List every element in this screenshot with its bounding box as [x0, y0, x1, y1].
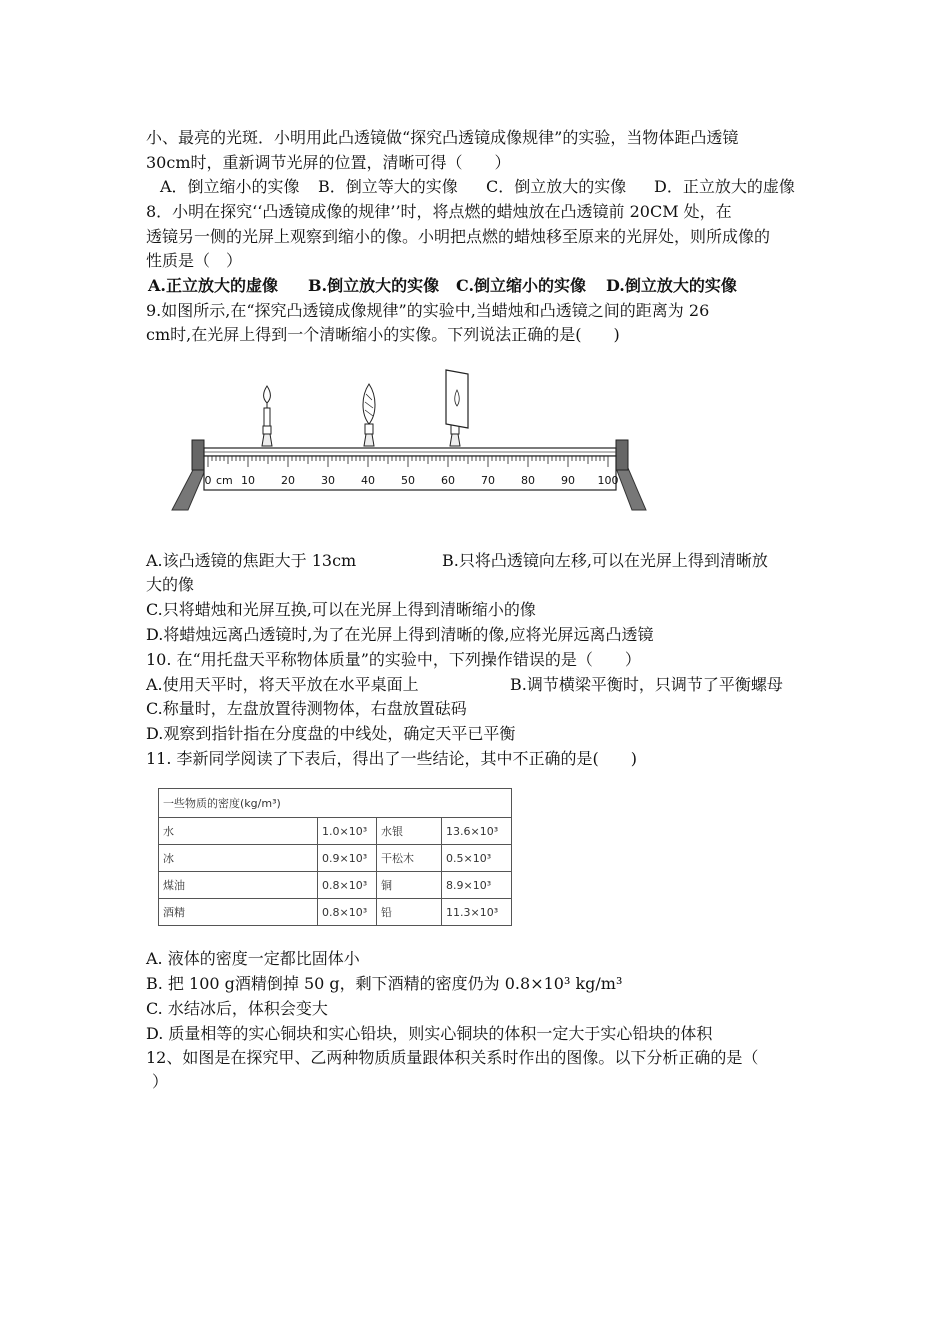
q12-stem-line2: ）: [152, 1072, 169, 1091]
scale-label: 60: [441, 474, 455, 487]
density-table: [158, 788, 512, 926]
q10-option-b: B.调节横梁平衡时，只调节了平衡螺母: [510, 675, 783, 694]
bench-left-leg: [172, 468, 206, 510]
table-cell: 干松木: [377, 845, 442, 872]
q11-option-c: C. 水结冰后，体积会变大: [146, 999, 328, 1018]
table-row: [159, 818, 512, 845]
table-cell: 8.9×10³: [442, 872, 512, 899]
bench-right-end: [616, 440, 628, 470]
q9-option-b: B.只将凸透镜向左移,可以在光屏上得到清晰放: [442, 551, 768, 570]
q11-option-d: D. 质量相等的实心铜块和实心铅块，则实心铜块的体积一定大于实心铅块的体积: [146, 1024, 713, 1043]
scale-label: cm: [216, 474, 233, 487]
q9-option-c: C.只将蜡烛和光屏互换,可以在光屏上得到清晰缩小的像: [146, 600, 536, 619]
scale-label: 50: [401, 474, 415, 487]
table-cell: 酒精: [159, 899, 318, 926]
q7-stem-line1: 小、最亮的光斑．小明用此凸透镜做“探究凸透镜成像规律”的实验，当物体距凸透镜: [146, 128, 739, 147]
q11-option-a: A. 液体的密度一定都比固体小: [146, 949, 360, 968]
table-row: [159, 845, 512, 872]
scale-label: 40: [361, 474, 375, 487]
q7-stem-line2: 30cm时，重新调节光屏的位置，清晰可得（ ）: [146, 153, 511, 172]
q9-option-d: D.将蜡烛远离凸透镜时,为了在光屏上得到清晰的像,应将光屏远离凸透镜: [146, 625, 654, 644]
bench-left-end: [192, 440, 204, 470]
table-row: [159, 872, 512, 899]
q7-option-c: C．倒立放大的实像: [486, 177, 627, 196]
q8-stem-line3: 性质是（ ）: [146, 251, 243, 270]
q12-stem-line1: 12、如图是在探究甲、乙两种物质质量跟体积关系时作出的图像。以下分析正确的是（: [146, 1048, 759, 1067]
table-cell: 铅: [377, 899, 442, 926]
q11-stem: 11. 李新同学阅读了下表后，得出了一些结论，其中不正确的是( ): [146, 749, 638, 768]
scale-label: 90: [561, 474, 575, 487]
table-row: [159, 899, 512, 926]
q9-stem-line1: 9.如图所示,在“探究凸透镜成像规律”的实验中,当蜡烛和凸透镜之间的距离为 26: [146, 301, 710, 320]
q10-option-d: D.观察到指针指在分度盘的中线处，确定天平已平衡: [146, 724, 516, 743]
table-cell: 13.6×10³: [442, 818, 512, 845]
screen-holder: [446, 370, 468, 446]
table-title: 一些物质的密度(kg/m³): [159, 789, 512, 818]
scale-label: 10: [241, 474, 255, 487]
q10-stem: 10. 在“用托盘天平称物体质量”的实验中，下列操作错误的是（ ）: [146, 650, 641, 669]
table-cell: 水: [159, 818, 318, 845]
q8-stem-line1: 8．小明在探究‘‘凸透镜成像的规律’’时，将点燃的蜡烛放在凸透镜前 20CM 处，在: [146, 202, 732, 221]
q11-option-b: B. 把 100 g酒精倒掉 50 g，剩下酒精的密度仍为 0.8×10³ kg/m³: [146, 974, 623, 993]
q8-option-c: C.倒立缩小的实像: [456, 276, 587, 295]
bench-right-leg: [616, 468, 646, 510]
table-cell: 0.8×10³: [318, 899, 377, 926]
table-cell: 煤油: [159, 872, 318, 899]
convex-lens: [363, 384, 375, 424]
scale-label: 80: [521, 474, 535, 487]
light-screen: [446, 370, 468, 428]
scale-label: 70: [481, 474, 495, 487]
table-cell: 冰: [159, 845, 318, 872]
q7-option-d: D．正立放大的虚像: [654, 177, 795, 196]
table-cell: 0.8×10³: [318, 872, 377, 899]
table-cell: 铜: [377, 872, 442, 899]
q8-option-a: A.正立放大的虚像: [148, 276, 278, 295]
q7-option-a: A．倒立缩小的实像: [160, 177, 300, 196]
q7-option-b: B．倒立等大的实像: [318, 177, 458, 196]
table-cell: 0.5×10³: [442, 845, 512, 872]
q8-option-b: B.倒立放大的实像: [308, 276, 440, 295]
candle-holder: [262, 386, 272, 446]
optical-bench-figure: [168, 368, 648, 518]
q10-option-c: C.称量时，左盘放置待测物体，右盘放置砝码: [146, 699, 467, 718]
q8-option-d: D.倒立放大的实像: [606, 276, 737, 295]
q10-option-a: A.使用天平时，将天平放在水平桌面上: [146, 675, 419, 694]
scale-label: 0: [204, 474, 212, 487]
scale-label: 20: [281, 474, 295, 487]
q8-stem-line2: 透镜另一侧的光屏上观察到缩小的像。小明把点燃的蜡烛移至原来的光屏处，则所成像的: [146, 227, 771, 246]
q9-option-b-cont: 大的像: [146, 575, 195, 594]
q9-stem-line2: cm时,在光屏上得到一个清晰缩小的实像。下列说法正确的是( ): [146, 325, 620, 344]
q9-option-a: A.该凸透镜的焦距大于 13cm: [146, 551, 357, 570]
scale-label: 100: [597, 474, 619, 487]
table-cell: 11.3×10³: [442, 899, 512, 926]
table-cell: 1.0×10³: [318, 818, 377, 845]
lens-holder: [363, 384, 375, 446]
candle-flame: [264, 386, 271, 403]
table-cell: 水银: [377, 818, 442, 845]
table-cell: 0.9×10³: [318, 845, 377, 872]
scale-label: 30: [321, 474, 335, 487]
